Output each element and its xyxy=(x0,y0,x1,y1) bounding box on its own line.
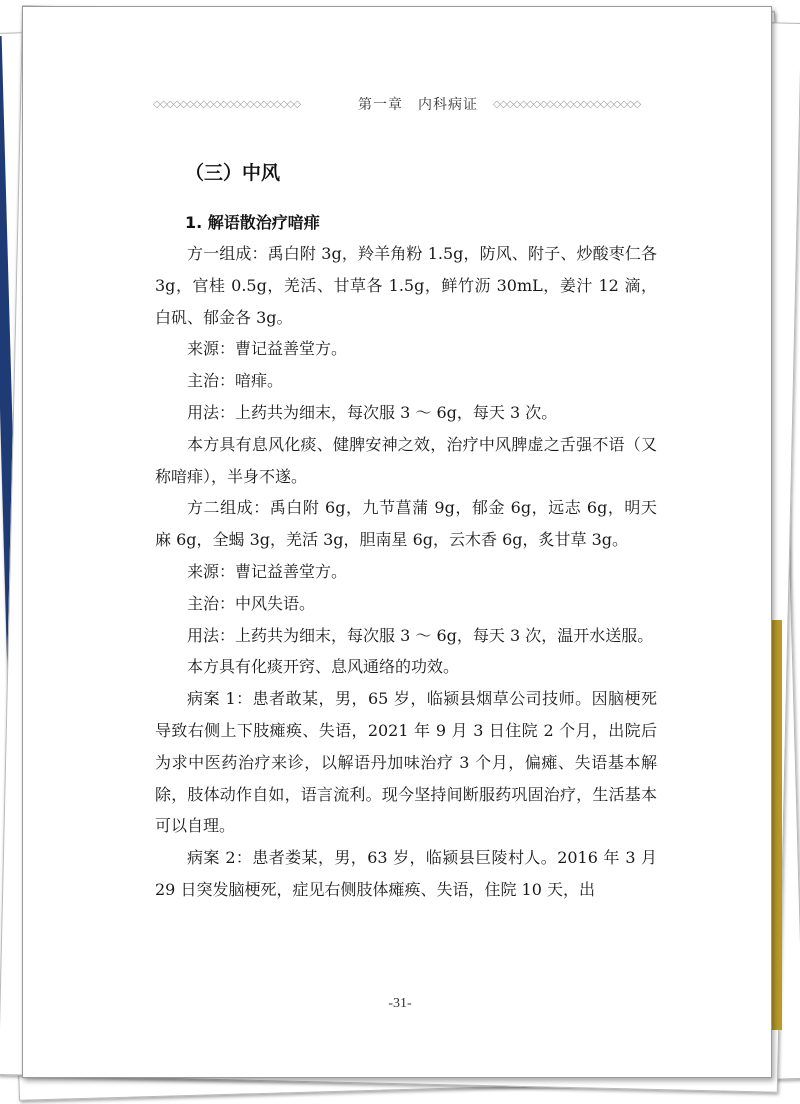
chapter-title: 第一章 内科病证 xyxy=(358,97,478,113)
paragraph: 方二组成：禹白附 6g，九节菖蒲 9g，郁金 6g，远志 6g，明天麻 6g，全蝎 3g，羌活 3g，胆南星 6g，云木香 6g，炙甘草 3g。 xyxy=(155,498,657,550)
book-edge-gold xyxy=(772,620,782,1030)
section-heading: （三）中风 xyxy=(185,162,281,184)
paragraph: 病案 1：患者敢某，男，65 岁，临颍县烟草公司技师。因脑梗死导致右侧上下肢瘫痪、失语，2021 年 9 月 3 日住院 2 个月，出院后为求中医药治疗来诊，以解语丹加味治疗 3 个月，偏瘫、失语基本解除，肢体动作自如，语言流利。现今坚持间断服药巩固治疗，生活基本可以自理。 xyxy=(155,689,657,836)
paragraph: 用法：上药共为细末，每次服 3 ～ 6g，每天 3 次，温开水送服。 xyxy=(187,625,654,645)
paragraph: 病案 2：患者娄某，男，63 岁，临颍县巨陵村人。2016 年 3 月 29 日突发脑梗死，症见右侧肢体瘫痪、失语，住院 10 天，出 xyxy=(155,848,657,899)
body-text xyxy=(155,238,657,906)
subsection-heading: 1. 解语散治疗喑痱 xyxy=(185,213,320,232)
paragraph: 本方具有化痰开窍、息风通络的功效。 xyxy=(187,657,460,677)
paragraph: 来源：曹记益善堂方。 xyxy=(187,561,348,581)
running-header xyxy=(153,93,683,115)
header-ornament-right: ◇◇◇◇◇◇◇◇◇◇◇◇◇◇◇◇◇◇◇◇◇◇ xyxy=(493,98,641,110)
paragraph: 本方具有息风化痰、健脾安神之效，治疗中风脾虚之舌强不语（又称喑痱），半身不遂。 xyxy=(155,434,657,486)
header-ornament-left: ◇◇◇◇◇◇◇◇◇◇◇◇◇◇◇◇◇◇◇◇◇◇ xyxy=(153,98,301,110)
paragraph: 主治：中风失语。 xyxy=(187,593,316,613)
paragraph: 来源：曹记益善堂方。 xyxy=(187,339,348,359)
paragraph: 主治：喑痱。 xyxy=(187,371,284,391)
page-number: -31- xyxy=(388,996,412,1011)
paragraph: 用法：上药共为细末，每次服 3 ～ 6g，每天 3 次。 xyxy=(187,402,558,422)
paragraph: 方一组成：禹白附 3g，羚羊角粉 1.5g，防风、附子、炒酸枣仁各 3g，官桂 0.5g，羌活、甘草各 1.5g，鲜竹沥 30mL，姜汁 12 滴，白矾、郁金各 3g。 xyxy=(155,244,657,327)
